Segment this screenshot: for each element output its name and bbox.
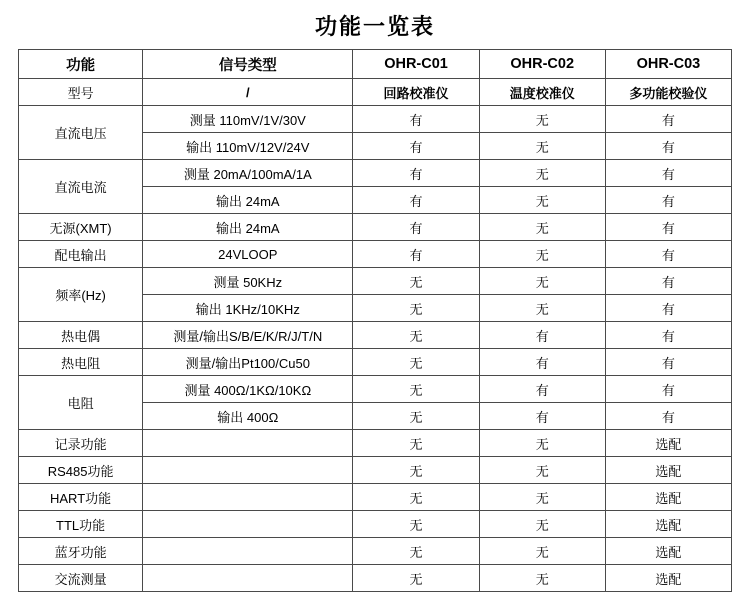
cell-signal-type: 测量 400Ω/1KΩ/10KΩ xyxy=(143,376,353,403)
cell-ohr-c01: 回路校准仪 xyxy=(353,79,479,106)
table-row xyxy=(19,457,732,484)
cell-function: 蓝牙功能 xyxy=(19,538,143,565)
header-ohr-c02: OHR-C02 xyxy=(479,50,605,79)
cell-ohr-c03: 有 xyxy=(605,322,731,349)
cell-ohr-c02: 无 xyxy=(479,241,605,268)
cell-ohr-c02: 有 xyxy=(479,376,605,403)
cell-function: 热电阻 xyxy=(19,349,143,376)
cell-function: 电阻 xyxy=(19,376,143,430)
table-row xyxy=(19,322,732,349)
cell-signal-type: 输出 1KHz/10KHz xyxy=(143,295,353,322)
cell-signal-type: 测量/输出Pt100/Cu50 xyxy=(143,349,353,376)
cell-signal-type: 输出 24mA xyxy=(143,187,353,214)
cell-function: 交流测量 xyxy=(19,565,143,592)
cell-ohr-c01: 无 xyxy=(353,511,479,538)
header-function: 功能 xyxy=(19,50,143,79)
table-row xyxy=(19,484,732,511)
cell-ohr-c03: 选配 xyxy=(605,538,731,565)
cell-signal-type: 输出 400Ω xyxy=(143,403,353,430)
cell-signal-type xyxy=(143,457,353,484)
cell-function: RS485功能 xyxy=(19,457,143,484)
cell-signal-type: 测量/输出S/B/E/K/R/J/T/N xyxy=(143,322,353,349)
table-row xyxy=(19,268,732,295)
header-row xyxy=(19,50,732,79)
header-signal-type: 信号类型 xyxy=(143,50,353,79)
cell-ohr-c03: 有 xyxy=(605,160,731,187)
cell-ohr-c01: 无 xyxy=(353,376,479,403)
cell-signal-type: 测量 20mA/100mA/1A xyxy=(143,160,353,187)
cell-function: 热电偶 xyxy=(19,322,143,349)
cell-ohr-c02: 有 xyxy=(479,349,605,376)
cell-ohr-c03: 选配 xyxy=(605,511,731,538)
cell-function: 直流电压 xyxy=(19,106,143,160)
table-row xyxy=(19,349,732,376)
cell-ohr-c03: 有 xyxy=(605,349,731,376)
table-row xyxy=(19,538,732,565)
cell-ohr-c03: 有 xyxy=(605,214,731,241)
cell-signal-type: / xyxy=(143,79,353,106)
cell-function: 配电输出 xyxy=(19,241,143,268)
cell-ohr-c02: 无 xyxy=(479,106,605,133)
table-body xyxy=(19,79,732,592)
cell-ohr-c03: 有 xyxy=(605,133,731,160)
cell-ohr-c03: 有 xyxy=(605,295,731,322)
table-header xyxy=(19,50,732,79)
table-row xyxy=(19,376,732,403)
cell-function: TTL功能 xyxy=(19,511,143,538)
cell-ohr-c03: 选配 xyxy=(605,430,731,457)
cell-ohr-c01: 无 xyxy=(353,484,479,511)
cell-ohr-c01: 无 xyxy=(353,349,479,376)
cell-function: 型号 xyxy=(19,79,143,106)
cell-ohr-c02: 无 xyxy=(479,133,605,160)
cell-ohr-c03: 选配 xyxy=(605,457,731,484)
cell-ohr-c02: 无 xyxy=(479,268,605,295)
cell-function: 记录功能 xyxy=(19,430,143,457)
cell-signal-type: 24VLOOP xyxy=(143,241,353,268)
cell-ohr-c02: 无 xyxy=(479,511,605,538)
cell-signal-type xyxy=(143,511,353,538)
cell-ohr-c02: 无 xyxy=(479,484,605,511)
cell-ohr-c01: 有 xyxy=(353,187,479,214)
cell-signal-type xyxy=(143,565,353,592)
cell-signal-type: 输出 110mV/12V/24V xyxy=(143,133,353,160)
cell-signal-type: 测量 50KHz xyxy=(143,268,353,295)
cell-ohr-c03: 有 xyxy=(605,187,731,214)
cell-ohr-c03: 有 xyxy=(605,268,731,295)
cell-ohr-c02: 无 xyxy=(479,214,605,241)
cell-function: 频率(Hz) xyxy=(19,268,143,322)
header-ohr-c01: OHR-C01 xyxy=(353,50,479,79)
page-title: 功能一览表 xyxy=(314,14,435,39)
cell-ohr-c02: 有 xyxy=(479,403,605,430)
cell-ohr-c01: 无 xyxy=(353,403,479,430)
cell-ohr-c01: 有 xyxy=(353,133,479,160)
cell-signal-type: 输出 24mA xyxy=(143,214,353,241)
cell-ohr-c01: 有 xyxy=(353,214,479,241)
table-row xyxy=(19,241,732,268)
cell-function: 无源(XMT) xyxy=(19,214,143,241)
cell-ohr-c02: 无 xyxy=(479,457,605,484)
cell-ohr-c03: 选配 xyxy=(605,484,731,511)
table-row xyxy=(19,511,732,538)
cell-ohr-c02: 无 xyxy=(479,295,605,322)
cell-ohr-c02: 无 xyxy=(479,187,605,214)
cell-ohr-c02: 无 xyxy=(479,538,605,565)
cell-ohr-c01: 无 xyxy=(353,565,479,592)
cell-ohr-c03: 有 xyxy=(605,376,731,403)
cell-signal-type xyxy=(143,484,353,511)
cell-ohr-c01: 有 xyxy=(353,241,479,268)
cell-ohr-c03: 有 xyxy=(605,241,731,268)
table-row xyxy=(19,160,732,187)
cell-ohr-c01: 无 xyxy=(353,295,479,322)
cell-ohr-c03: 选配 xyxy=(605,565,731,592)
cell-ohr-c02: 无 xyxy=(479,160,605,187)
cell-ohr-c02: 温度校准仪 xyxy=(479,79,605,106)
spec-table-container xyxy=(0,49,750,592)
cell-function: HART功能 xyxy=(19,484,143,511)
cell-ohr-c01: 有 xyxy=(353,106,479,133)
cell-ohr-c03: 多功能校验仪 xyxy=(605,79,731,106)
table-row xyxy=(19,430,732,457)
cell-ohr-c01: 无 xyxy=(353,457,479,484)
table-row xyxy=(19,214,732,241)
cell-ohr-c03: 有 xyxy=(605,106,731,133)
function-overview-table xyxy=(18,49,732,592)
cell-ohr-c01: 无 xyxy=(353,538,479,565)
cell-ohr-c01: 无 xyxy=(353,268,479,295)
cell-ohr-c03: 有 xyxy=(605,403,731,430)
header-ohr-c03: OHR-C03 xyxy=(605,50,731,79)
cell-signal-type xyxy=(143,430,353,457)
cell-signal-type xyxy=(143,538,353,565)
cell-ohr-c02: 无 xyxy=(479,565,605,592)
table-row xyxy=(19,565,732,592)
cell-function: 直流电流 xyxy=(19,160,143,214)
cell-signal-type: 测量 110mV/1V/30V xyxy=(143,106,353,133)
table-row xyxy=(19,79,732,106)
cell-ohr-c01: 无 xyxy=(353,430,479,457)
cell-ohr-c02: 无 xyxy=(479,430,605,457)
cell-ohr-c01: 有 xyxy=(353,160,479,187)
cell-ohr-c02: 有 xyxy=(479,322,605,349)
table-row xyxy=(19,106,732,133)
cell-ohr-c01: 无 xyxy=(353,322,479,349)
